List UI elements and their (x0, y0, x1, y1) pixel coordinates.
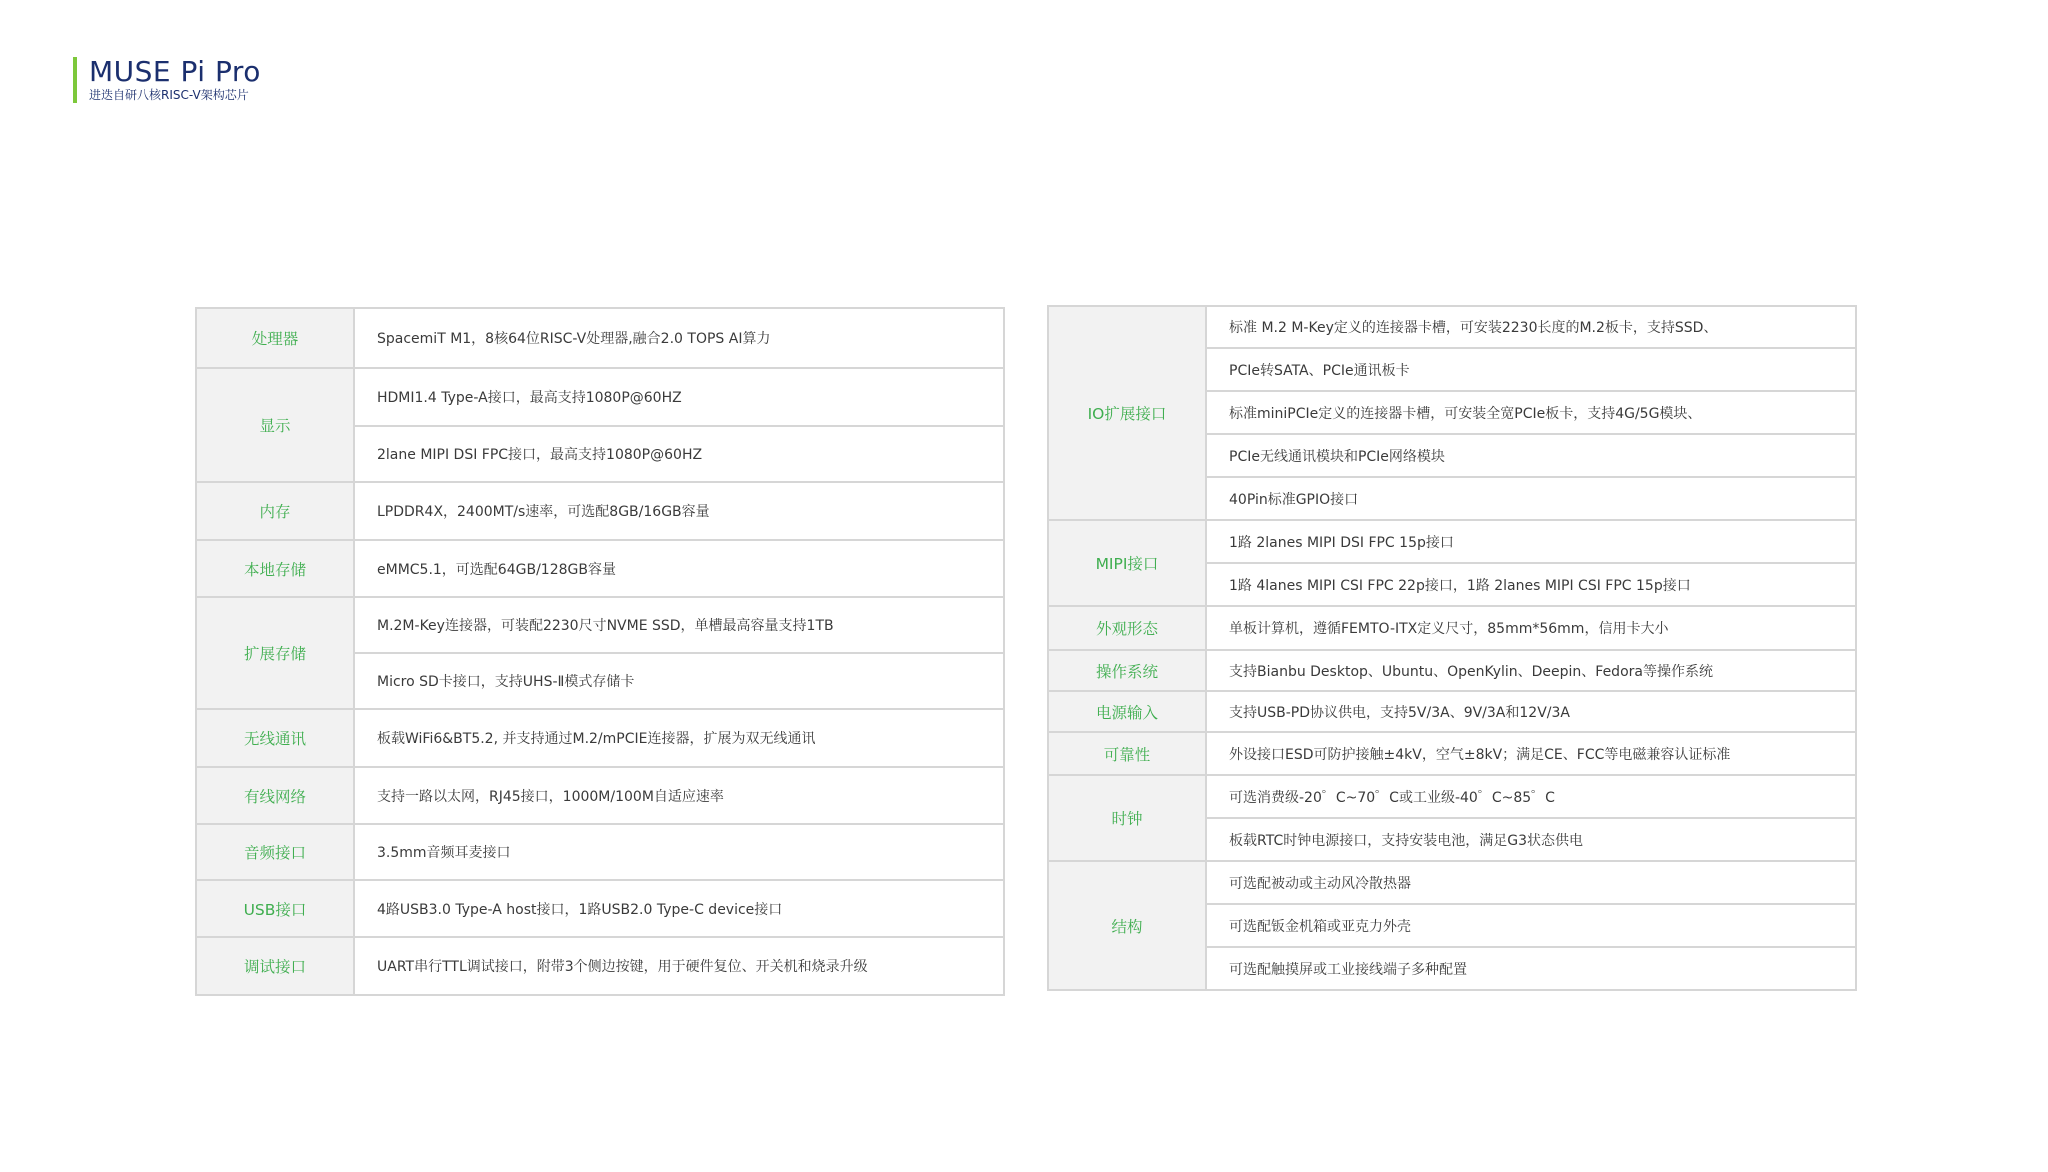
table-row (1048, 861, 1856, 904)
spec-value-cell: LPDDR4X，2400MT/s速率，可选配8GB/16GB容量 (354, 482, 1004, 540)
spec-value-cell: eMMC5.1，可选配64GB/128GB容量 (354, 540, 1004, 597)
category-cell: 本地存储 (196, 540, 354, 597)
category-cell: 操作系统 (1048, 650, 1206, 691)
spec-value-cell: PCIe无线通讯模块和PCIe网络模块 (1206, 434, 1856, 477)
table-row (196, 540, 1004, 597)
table-row (196, 368, 1004, 426)
table-row (1048, 691, 1856, 732)
page-title: MUSE Pi Pro (89, 55, 261, 88)
table-row (1048, 650, 1856, 691)
spec-value-cell: 外设接口ESD可防护接触±4kV，空气±8kV；满足CE、FCC等电磁兼容认证标准 (1206, 732, 1856, 775)
spec-value-cell: 支持Bianbu Desktop、Ubuntu、OpenKylin、Deepin、Fedora等操作系统 (1206, 650, 1856, 691)
table-row (196, 709, 1004, 767)
spec-value-cell: 3.5mm音频耳麦接口 (354, 824, 1004, 880)
category-cell: 显示 (196, 368, 354, 482)
spec-value-cell: 支持USB-PD协议供电，支持5V/3A、9V/3A和12V/3A (1206, 691, 1856, 732)
spec-table-right (1047, 305, 1857, 991)
spec-value-cell: 单板计算机，遵循FEMTO-ITX定义尺寸，85mm*56mm，信用卡大小 (1206, 606, 1856, 650)
category-cell: 处理器 (196, 308, 354, 368)
spec-value-cell: 标准 M.2 M-Key定义的连接器卡槽，可安装2230长度的M.2板卡，支持SSD、 (1206, 306, 1856, 348)
spec-value-cell: 2lane MIPI DSI FPC接口，最高支持1080P@60HZ (354, 426, 1004, 482)
spec-value-cell: SpacemiT M1，8核64位RISC-V处理器,融合2.0 TOPS AI算力 (354, 308, 1004, 368)
spec-value-cell: 可选配触摸屏或工业接线端子多种配置 (1206, 947, 1856, 990)
page-subtitle: 进迭自研八核RISC-V架构芯片 (89, 88, 249, 102)
table-row (196, 767, 1004, 824)
table-row (196, 824, 1004, 880)
spec-value-cell: HDMI1.4 Type-A接口，最高支持1080P@60HZ (354, 368, 1004, 426)
page-header (73, 57, 261, 103)
category-cell: 时钟 (1048, 775, 1206, 861)
table-row (196, 482, 1004, 540)
spec-value-cell: 板载WiFi6&BT5.2, 并支持通过M.2/mPCIE连接器，扩展为双无线通讯 (354, 709, 1004, 767)
category-cell: USB接口 (196, 880, 354, 937)
table-row (1048, 306, 1856, 348)
category-cell: 可靠性 (1048, 732, 1206, 775)
spec-value-cell: 支持一路以太网，RJ45接口，1000M/100M自适应速率 (354, 767, 1004, 824)
category-cell: 扩展存储 (196, 597, 354, 709)
spec-value-cell: 1路 2lanes MIPI DSI FPC 15p接口 (1206, 520, 1856, 563)
table-row (196, 937, 1004, 995)
table-row (1048, 775, 1856, 818)
table-row (196, 308, 1004, 368)
category-cell: 内存 (196, 482, 354, 540)
table-row (196, 597, 1004, 653)
table-row (1048, 520, 1856, 563)
category-cell: 电源输入 (1048, 691, 1206, 732)
spec-value-cell: Micro SD卡接口，支持UHS-Ⅱ模式存储卡 (354, 653, 1004, 709)
table-row (1048, 732, 1856, 775)
category-cell: 有线网络 (196, 767, 354, 824)
spec-value-cell: UART串行TTL调试接口，附带3个侧边按键，用于硬件复位、开关机和烧录升级 (354, 937, 1004, 995)
spec-value-cell: 1路 4lanes MIPI CSI FPC 22p接口，1路 2lanes MIPI CSI FPC 15p接口 (1206, 563, 1856, 606)
spec-value-cell: 可选配被动或主动风冷散热器 (1206, 861, 1856, 904)
spec-table-left (195, 307, 1005, 996)
spec-value-cell: 可选消费级-20゜C~70゜C或工业级-40゜C~85゜C (1206, 775, 1856, 818)
category-cell: 外观形态 (1048, 606, 1206, 650)
table-row (1048, 606, 1856, 650)
category-cell: 调试接口 (196, 937, 354, 995)
spec-value-cell: 40Pin标准GPIO接口 (1206, 477, 1856, 520)
category-cell: 结构 (1048, 861, 1206, 990)
spec-value-cell: PCIe转SATA、PCIe通讯板卡 (1206, 348, 1856, 391)
spec-value-cell: 可选配钣金机箱或亚克力外壳 (1206, 904, 1856, 947)
category-cell: MIPI接口 (1048, 520, 1206, 606)
spec-value-cell: 4路USB3.0 Type-A host接口，1路USB2.0 Type-C device接口 (354, 880, 1004, 937)
spec-value-cell: M.2M-Key连接器，可装配2230尺寸NVME SSD，单槽最高容量支持1TB (354, 597, 1004, 653)
category-cell: 无线通讯 (196, 709, 354, 767)
spec-value-cell: 标准miniPCIe定义的连接器卡槽，可安装全宽PCIe板卡，支持4G/5G模块、 (1206, 391, 1856, 434)
category-cell: IO扩展接口 (1048, 306, 1206, 520)
category-cell: 音频接口 (196, 824, 354, 880)
spec-value-cell: 板载RTC时钟电源接口，支持安装电池，满足G3状态供电 (1206, 818, 1856, 861)
table-row (196, 880, 1004, 937)
